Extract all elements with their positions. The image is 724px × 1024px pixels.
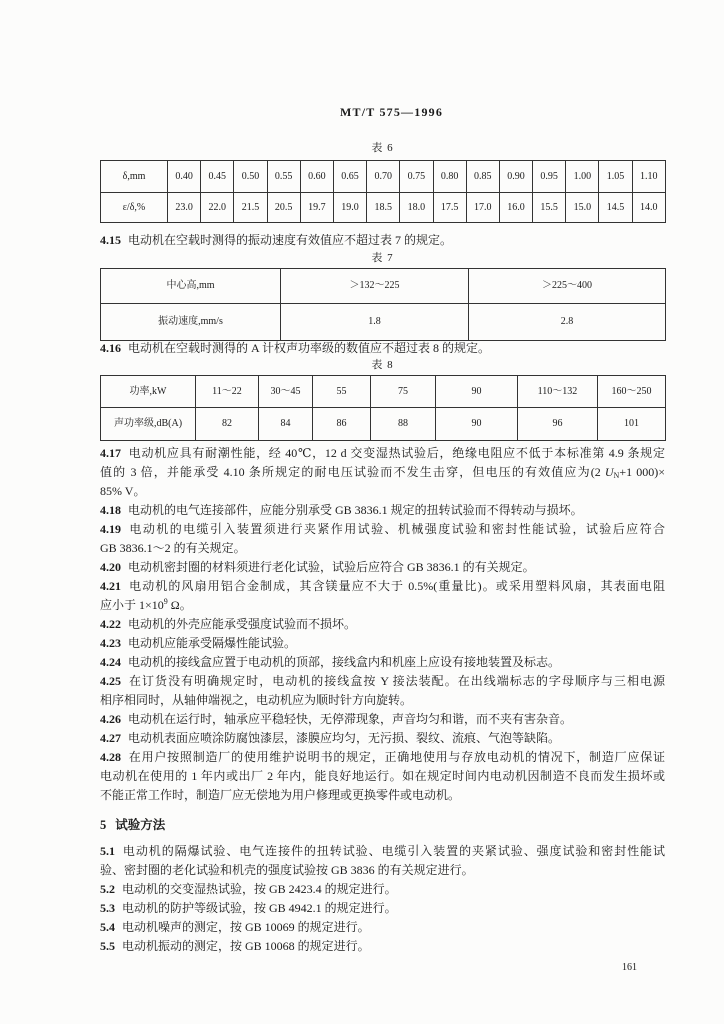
clause-number: 4.17 [100, 445, 121, 460]
table6-delta-cell: 0.95 [533, 161, 566, 193]
table6-row-label: ε/δ,% [101, 193, 168, 223]
table-6-caption: 表 6 [371, 142, 394, 154]
text-line [100, 899, 665, 918]
text-line [100, 634, 665, 653]
text-line [100, 767, 665, 786]
clause-number: 5.1 [100, 843, 115, 858]
table6-ratio-cell: 17.5 [433, 193, 466, 223]
text-line [100, 653, 665, 672]
clause-text: Ω。 [167, 597, 192, 612]
table6-delta-cell: 1.00 [566, 161, 599, 193]
clause-number: 5.2 [100, 881, 115, 896]
table6-delta-cell: 0.45 [201, 161, 234, 193]
clause-number: 4.19 [100, 521, 121, 536]
text-line [100, 880, 665, 899]
clause-number: 5.5 [100, 938, 115, 953]
clause-text: 电动机表面应喷涂防腐蚀漆层，漆膜应均匀，无污损、裂纹、流痕、气泡等缺陷。 [128, 731, 561, 746]
clause-number: 4.20 [100, 559, 121, 574]
clause-number: 4.22 [100, 616, 121, 631]
clause-text: 电动机的外壳应能承受强度试验而不损坏。 [128, 616, 357, 631]
table6-delta-cell: 0.70 [367, 161, 400, 193]
clause-text: 电动机在使用的 1 年内或出厂 2 年内，能良好地运行。如在规定时间内电动机因制造不良而发生损坏或 [100, 769, 665, 784]
text-line [100, 672, 665, 691]
text-line [100, 937, 665, 956]
table6-ratio-cell: 21.5 [234, 193, 267, 223]
clause-text: 验、密封圈的老化试验和机壳的强度试验按 GB 3836 的有关规定进行。 [100, 862, 474, 877]
text-line [100, 501, 665, 520]
table8-value-cell: 86 [313, 408, 371, 441]
clause-number: 4.18 [100, 502, 121, 517]
table6-delta-cell: 0.60 [300, 161, 333, 193]
text-line [100, 577, 665, 596]
table-7 [100, 268, 666, 341]
table8-header-cell: 90 [436, 376, 518, 408]
text-line [100, 729, 665, 748]
table-7-caption: 表 7 [371, 252, 394, 264]
clause-text: 电动机密封圈的材料须进行老化试验，试验后应符合 GB 3836.1 的有关规定。 [128, 559, 535, 574]
clause-number: 4.28 [100, 750, 121, 765]
text-line [100, 786, 665, 805]
clause-text: 电动机应具有耐潮性能，经 40℃，12 d 交变湿热试验后，绝缘电阻应不低于本标准第 4.9 条规定 [128, 445, 665, 460]
text-line [100, 339, 665, 358]
table6-delta-cell: 0.75 [400, 161, 433, 193]
clause-text: 电动机的电缆引入装置须进行夹紧作用试验、机械强度试验和密封性能试验，试验后应符合 [128, 521, 665, 536]
table-8-caption: 表 8 [371, 359, 394, 371]
clause-number: 4.21 [100, 578, 121, 593]
clause-text: 电动机的风扇用铝合金制成，其含镁量应不大于 0.5%(重量比)。或采用塑料风扇，其表面电阻 [128, 578, 665, 593]
exponent: 9 [163, 596, 168, 606]
clause-number: 4.16 [100, 340, 121, 355]
clauses-4-17-to-4-28 [100, 444, 665, 806]
clauses-5-1-to-5-5 [100, 842, 665, 956]
clause-text: 电动机的交变湿热试验，按 GB 2423.4 的规定进行。 [122, 881, 397, 896]
clause-text: 电动机在空载时测得的 A 计权声功率级的数值应不超过表 8 的规定。 [128, 340, 491, 355]
table8-header-cell: 55 [313, 376, 371, 408]
table8-header-cell: 75 [371, 376, 436, 408]
table-row [101, 161, 666, 193]
table-row [101, 376, 666, 408]
clause-text: 电动机噪声的测定，按 GB 10069 的规定进行。 [122, 919, 370, 934]
table6-ratio-cell: 18.0 [400, 193, 433, 223]
clause-text: 电动机的接线盒应置于电动机的顶部，接线盒内和机座上应设有接地装置及标志。 [128, 655, 561, 670]
table6-ratio-cell: 14.0 [632, 193, 665, 223]
table6-ratio-cell: 17.0 [466, 193, 499, 223]
table6-delta-cell: 0.40 [168, 161, 201, 193]
text-line [100, 463, 665, 482]
table-6 [100, 160, 666, 223]
table8-header-cell: 11～22 [196, 376, 259, 408]
text-line [100, 748, 665, 767]
clause-text: GB 3836.1～2 的有关规定。 [100, 540, 246, 555]
clause-text: 电动机在空载时测得的振动速度有效值应不超过表 7 的规定。 [128, 232, 453, 247]
section-number: 5 [100, 818, 107, 832]
section-title: 试验方法 [115, 818, 166, 832]
text-line [100, 558, 665, 577]
table6-delta-cell: 1.10 [632, 161, 665, 193]
table6-delta-cell: 0.85 [466, 161, 499, 193]
clause-4-16 [100, 339, 665, 358]
table-row [101, 408, 666, 441]
clause-text: 在订货没有明确规定时，电动机的接线盒按 Y 接法装配。在出线端标志的字母顺序与三相电源 [128, 674, 665, 689]
clause-4-15 [100, 231, 665, 250]
table-8 [100, 375, 666, 441]
table6-ratio-cell: 15.5 [533, 193, 566, 223]
clause-number: 4.24 [100, 655, 121, 670]
clause-number: 4.15 [100, 232, 121, 247]
table8-header-cell: 30～45 [259, 376, 313, 408]
text-line [100, 596, 665, 615]
table6-delta-cell: 1.05 [599, 161, 632, 193]
text-line [100, 520, 665, 539]
table6-ratio-cell: 20.5 [267, 193, 300, 223]
clause-number: 5.4 [100, 919, 115, 934]
table6-ratio-cell: 16.0 [499, 193, 532, 223]
clause-text: 85% V。 [100, 483, 146, 498]
table6-row-label: δ,mm [101, 161, 168, 193]
table6-ratio-cell: 18.5 [367, 193, 400, 223]
clause-text: 在用户按照制造厂的使用维护说明书的规定，正确地使用与存放电动机的情况下，制造厂应保证 [128, 750, 665, 765]
table6-delta-cell: 0.90 [499, 161, 532, 193]
table7-header-cell: ＞225～400 [469, 269, 666, 304]
page-number: 161 [622, 962, 637, 973]
table6-ratio-cell: 19.0 [333, 193, 366, 223]
text-line [100, 539, 665, 558]
table-row [101, 269, 666, 304]
clause-text: 相序相同时，从轴伸端视之，电动机应为顺时针方向旋转。 [100, 693, 413, 708]
text-line [100, 231, 665, 250]
table8-row-label: 声功率级,dB(A) [101, 408, 196, 441]
table6-ratio-cell: 23.0 [168, 193, 201, 223]
table8-value-cell: 96 [518, 408, 598, 441]
table-row [101, 193, 666, 223]
table7-value-cell: 2.8 [469, 304, 666, 341]
clause-number: 4.26 [100, 712, 121, 727]
clause-text: 应小于 1×10 [100, 597, 164, 612]
table6-ratio-cell: 19.7 [300, 193, 333, 223]
clause-text: 电动机的防护等级试验，按 GB 4942.1 的规定进行。 [122, 900, 397, 915]
text-line [100, 691, 665, 710]
table6-delta-cell: 0.65 [333, 161, 366, 193]
clause-number: 5.3 [100, 900, 115, 915]
text-line [100, 918, 665, 937]
text-line [100, 615, 665, 634]
text-line [100, 482, 665, 501]
text-line [100, 444, 665, 463]
table8-value-cell: 90 [436, 408, 518, 441]
table8-header-cell: 功率,kW [101, 376, 196, 408]
rated-voltage-subscript: N [613, 470, 620, 480]
table8-header-cell: 160～250 [598, 376, 666, 408]
text-line [100, 710, 665, 729]
clause-number: 4.25 [100, 674, 121, 689]
rated-voltage-symbol: U [604, 464, 614, 479]
clause-text: 电动机在运行时，轴承应平稳轻快，无停滞现象，声音均匀和谐，而不夹有害杂音。 [128, 712, 573, 727]
table8-header-cell: 110～132 [518, 376, 598, 408]
clause-number: 4.27 [100, 731, 121, 746]
clause-text: 电动机的隔爆试验、电气连接件的扭转试验、电缆引入装置的夹紧试验、强度试验和密封性能试 [122, 843, 665, 858]
clause-text: 电动机的电气连接部件，应能分别承受 GB 3836.1 规定的扭转试验而不得转动与损坏。 [128, 502, 583, 517]
clause-text: +1 000)× [619, 464, 666, 479]
table7-header-cell: ＞132～225 [281, 269, 469, 304]
table8-value-cell: 101 [598, 408, 666, 441]
table6-delta-cell: 0.50 [234, 161, 267, 193]
text-line [100, 842, 665, 861]
table6-ratio-cell: 15.0 [566, 193, 599, 223]
table6-ratio-cell: 22.0 [201, 193, 234, 223]
table8-value-cell: 82 [196, 408, 259, 441]
clause-text: 电动机振动的测定，按 GB 10068 的规定进行。 [122, 938, 370, 953]
section-5-heading [100, 816, 165, 835]
table8-value-cell: 84 [259, 408, 313, 441]
table8-value-cell: 88 [371, 408, 436, 441]
clause-text: 值的 3 倍，并能承受 4.10 条所规定的耐电压试验而不发生击穿，但电压的有效值应为(2 [100, 464, 605, 479]
text-line [100, 861, 665, 880]
table7-row-label: 振动速度,mm/s [101, 304, 281, 341]
table6-delta-cell: 0.80 [433, 161, 466, 193]
table-row [101, 304, 666, 341]
standard-code-header: MT/T 575—1996 [340, 105, 444, 119]
table6-delta-cell: 0.55 [267, 161, 300, 193]
clause-text: 电动机应能承受隔爆性能试验。 [128, 635, 297, 650]
table7-header-cell: 中心高,mm [101, 269, 281, 304]
table6-ratio-cell: 14.5 [599, 193, 632, 223]
clause-text: 不能正常工作时，制造厂应无偿地为用户修理或更换零件或电动机。 [100, 788, 461, 803]
clause-number: 4.23 [100, 635, 121, 650]
table7-value-cell: 1.8 [281, 304, 469, 341]
